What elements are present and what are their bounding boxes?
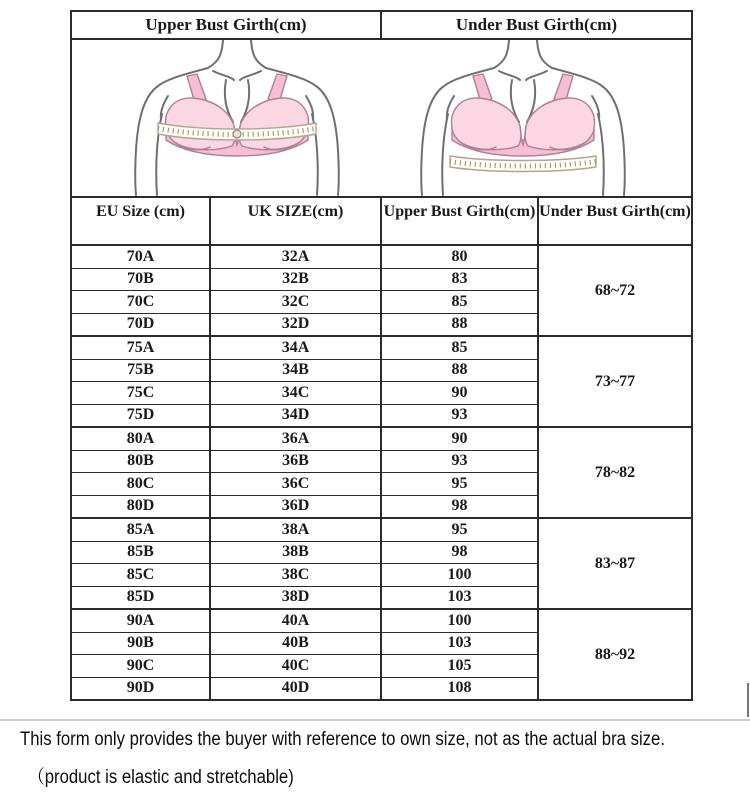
bra-cup-right	[525, 98, 595, 150]
eu-size-cell: 80A	[71, 427, 210, 450]
eu-size-cell: 70D	[71, 313, 210, 336]
eu-size-cell: 75D	[71, 404, 210, 427]
uk-size-cell: 38C	[210, 564, 381, 587]
upper-bust-cell: 103	[381, 632, 538, 655]
uk-size-cell: 40B	[210, 632, 381, 655]
upper-bust-cell: 85	[381, 291, 538, 314]
eu-size-cell: 85D	[71, 586, 210, 609]
eu-size-cell: 80D	[71, 495, 210, 518]
uk-size-cell: 38A	[210, 518, 381, 541]
under-bust-girth-header: Under Bust Girth(cm)	[381, 11, 692, 39]
upper-bust-cell: 90	[381, 382, 538, 405]
size-row	[71, 609, 692, 632]
eu-size-cell: 90D	[71, 677, 210, 700]
upper-bust-cell: 88	[381, 313, 538, 336]
column-header-under-bust: Under Bust Girth(cm)	[538, 197, 692, 245]
under-bust-range-cell: 73~77	[538, 336, 692, 427]
eu-size-cell: 85B	[71, 541, 210, 564]
illustration-cell	[71, 39, 692, 197]
eu-size-cell: 90B	[71, 632, 210, 655]
footer-note-line1: This form only provides the buyer with reference to own size, not as the actual bra size.	[20, 729, 665, 750]
size-row	[71, 427, 692, 450]
upper-bust-cell: 98	[381, 541, 538, 564]
upper-bust-girth-header: Upper Bust Girth(cm)	[71, 11, 381, 39]
upper-bust-cell: 103	[381, 586, 538, 609]
footer-divider-line	[0, 719, 750, 721]
bra-cup-left	[166, 98, 236, 150]
upper-bust-cell: 90	[381, 427, 538, 450]
tape-buckle	[233, 130, 241, 138]
uk-size-cell: 32B	[210, 268, 381, 291]
uk-size-cell: 36D	[210, 495, 381, 518]
uk-size-cell: 34C	[210, 382, 381, 405]
uk-size-cell: 32A	[210, 245, 381, 268]
bra-cup-left	[452, 98, 522, 150]
measurement-header-row	[71, 11, 692, 39]
upper-bust-cell: 93	[381, 450, 538, 473]
uk-size-cell: 38B	[210, 541, 381, 564]
upper-bust-cell: 98	[381, 495, 538, 518]
uk-size-cell: 38D	[210, 586, 381, 609]
uk-size-cell: 40A	[210, 609, 381, 632]
uk-size-cell: 32C	[210, 291, 381, 314]
bra-cup-right	[239, 98, 309, 150]
upper-bust-measurement-illustration	[102, 40, 372, 196]
column-header-eu-size: EU Size (cm)	[71, 197, 210, 245]
uk-size-cell: 40D	[210, 677, 381, 700]
upper-bust-cell: 80	[381, 245, 538, 268]
under-bust-range-cell: 78~82	[538, 427, 692, 518]
upper-bust-cell: 83	[381, 268, 538, 291]
eu-size-cell: 75B	[71, 359, 210, 382]
upper-bust-cell: 88	[381, 359, 538, 382]
eu-size-cell: 75C	[71, 382, 210, 405]
upper-bust-cell: 85	[381, 336, 538, 359]
eu-size-cell: 75A	[71, 336, 210, 359]
size-row	[71, 518, 692, 541]
size-table-body	[71, 245, 692, 700]
eu-size-cell: 80C	[71, 473, 210, 496]
scan-edge-artifact	[747, 683, 749, 717]
under-bust-range-cell: 88~92	[538, 609, 692, 700]
eu-size-cell: 85C	[71, 564, 210, 587]
footer-note-line2: （product is elastic and stretchable)	[28, 767, 294, 788]
eu-size-cell: 90C	[71, 655, 210, 678]
column-header-row	[71, 197, 692, 245]
uk-size-cell: 36C	[210, 473, 381, 496]
column-header-uk-size: UK SIZE(cm)	[210, 197, 381, 245]
under-bust-range-cell: 83~87	[538, 518, 692, 609]
uk-size-cell: 36A	[210, 427, 381, 450]
size-row	[71, 245, 692, 268]
upper-bust-cell: 93	[381, 404, 538, 427]
upper-bust-cell: 100	[381, 564, 538, 587]
eu-size-cell: 85A	[71, 518, 210, 541]
uk-size-cell: 40C	[210, 655, 381, 678]
upper-bust-cell: 100	[381, 609, 538, 632]
eu-size-cell: 70B	[71, 268, 210, 291]
under-bust-measurement-illustration	[388, 40, 658, 196]
eu-size-cell: 70A	[71, 245, 210, 268]
uk-size-cell: 34B	[210, 359, 381, 382]
uk-size-cell: 32D	[210, 313, 381, 336]
upper-bust-cell: 108	[381, 677, 538, 700]
illustration-row	[71, 39, 692, 197]
measuring-tape-under-bust	[450, 156, 596, 172]
size-chart-table	[70, 10, 693, 701]
uk-size-cell: 36B	[210, 450, 381, 473]
upper-bust-cell: 95	[381, 473, 538, 496]
under-bust-range-cell: 68~72	[538, 245, 692, 336]
eu-size-cell: 80B	[71, 450, 210, 473]
uk-size-cell: 34D	[210, 404, 381, 427]
uk-size-cell: 34A	[210, 336, 381, 359]
column-header-upper-bust: Upper Bust Girth(cm)	[381, 197, 538, 245]
size-row	[71, 336, 692, 359]
upper-bust-cell: 95	[381, 518, 538, 541]
upper-bust-cell: 105	[381, 655, 538, 678]
eu-size-cell: 90A	[71, 609, 210, 632]
eu-size-cell: 70C	[71, 291, 210, 314]
